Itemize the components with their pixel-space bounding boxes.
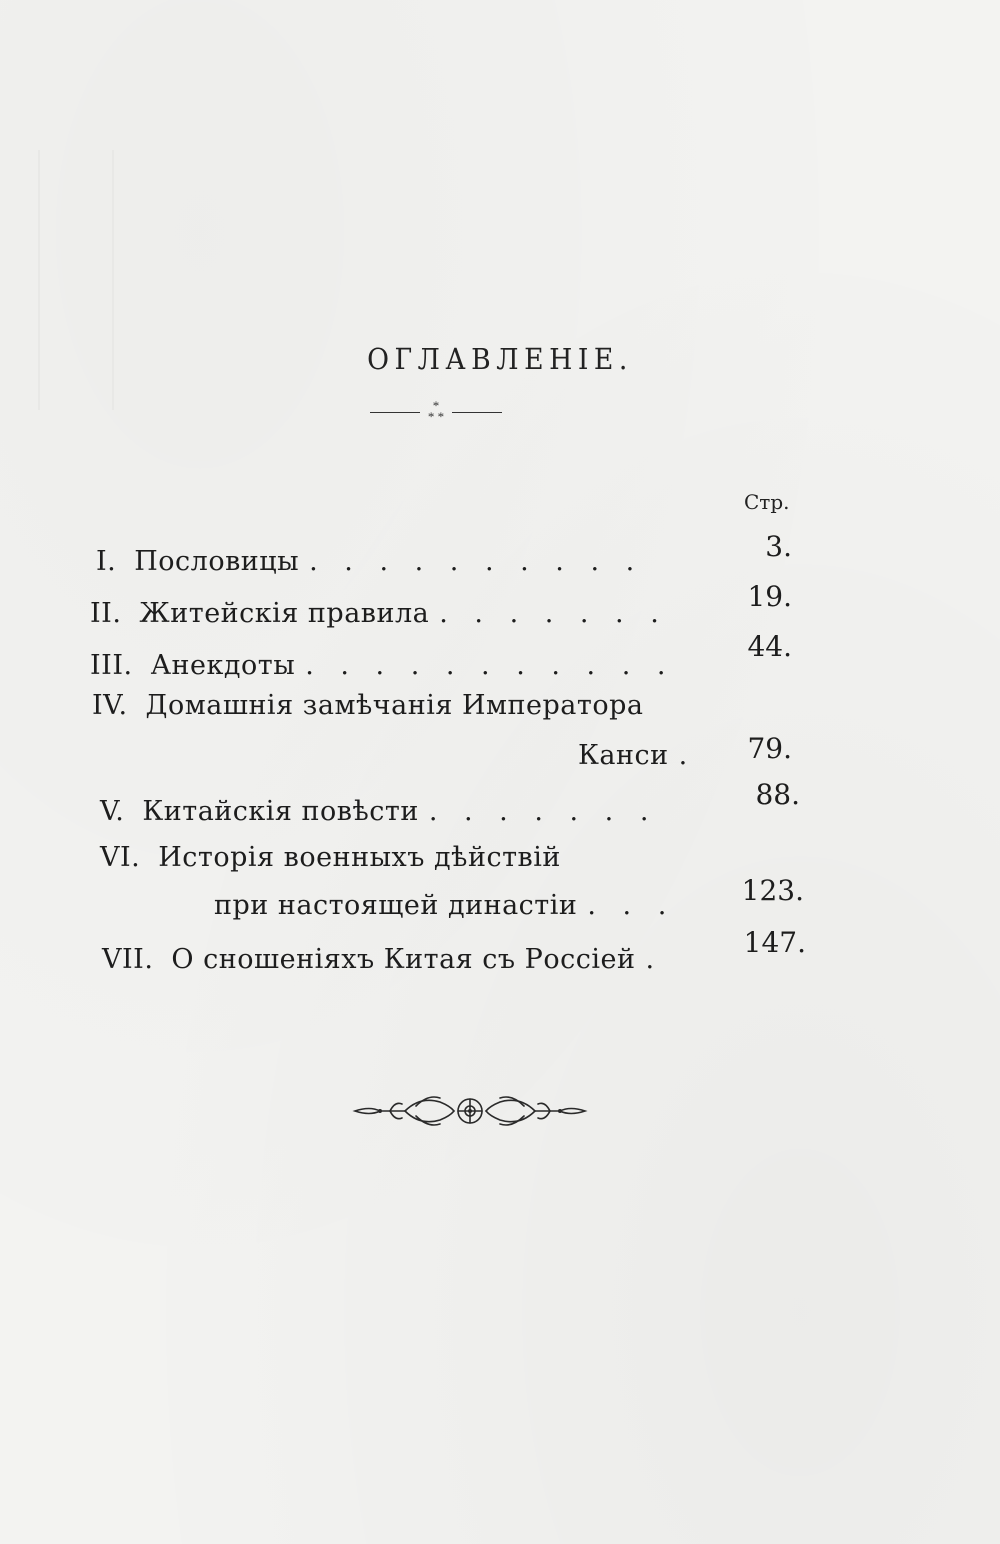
toc-entry-2 [90,598,668,629]
toc-leader-dots: . . . . . . . . . . . [305,650,675,681]
toc-entry-4 [92,690,643,721]
toc-entry-title-continued: при настоящей династіи [214,890,578,921]
toc-entry-title: Анекдоты [150,650,296,681]
toc-page-number: 3. [765,530,792,563]
toc-entry-numeral: V. [100,796,125,827]
toc-page-number: 123. [741,874,804,907]
toc-entry-title: О сношеніяхъ Китая съ Россіей [171,944,636,975]
toc-leader-dots: . . . . . . . [439,598,668,629]
toc-entry-title: Житейскія правила [139,598,430,629]
toc-entry-6-continuation [214,890,675,921]
toc-entry-title: Исторія военныхъ дѣйствій [158,842,561,873]
toc-entry-title-continued: Канси [578,740,669,771]
toc-leader-dots: . . . [587,890,676,921]
toc-entry-3 [90,650,674,681]
toc-entry-numeral: I. [96,546,117,577]
toc-page-number: 79. [747,732,792,765]
toc-entry-title: Пословицы [134,546,300,577]
toc-page-number: 44. [747,630,792,663]
toc-leader-dots: . [645,944,664,975]
toc-entry-numeral: II. [90,598,122,629]
asterism-ornament: * * * [427,398,445,424]
toc-page-number: 88. [755,778,800,811]
toc-entry-numeral: IV. [92,690,128,721]
toc-leader-dots: . . . . . . . . . . [309,546,644,577]
toc-entry-title: Китайскія повѣсти [142,796,419,827]
page-title: ОГЛАВЛЕНІЕ. [367,342,633,376]
toc-entry-numeral: III. [90,650,133,681]
toc-entry-numeral: VII. [102,944,154,975]
toc-entry-5 [100,796,657,827]
toc-entry-4-continuation [578,740,696,771]
toc-leader-dots: . . . . . . . [428,796,658,827]
toc-leader-dots: . [678,740,697,771]
toc-entry-1 [96,546,643,577]
toc-page-number: 147. [743,926,806,959]
floral-tailpiece-ornament [350,1086,590,1136]
toc-entry-6 [100,842,561,873]
toc-page-number: 19. [747,580,792,613]
page-column-heading: Стр. [744,490,790,514]
toc-entry-title: Домашнія замѣчанія Императора [145,690,644,721]
toc-entry-numeral: VI. [100,842,141,873]
toc-entry-7 [102,944,663,975]
